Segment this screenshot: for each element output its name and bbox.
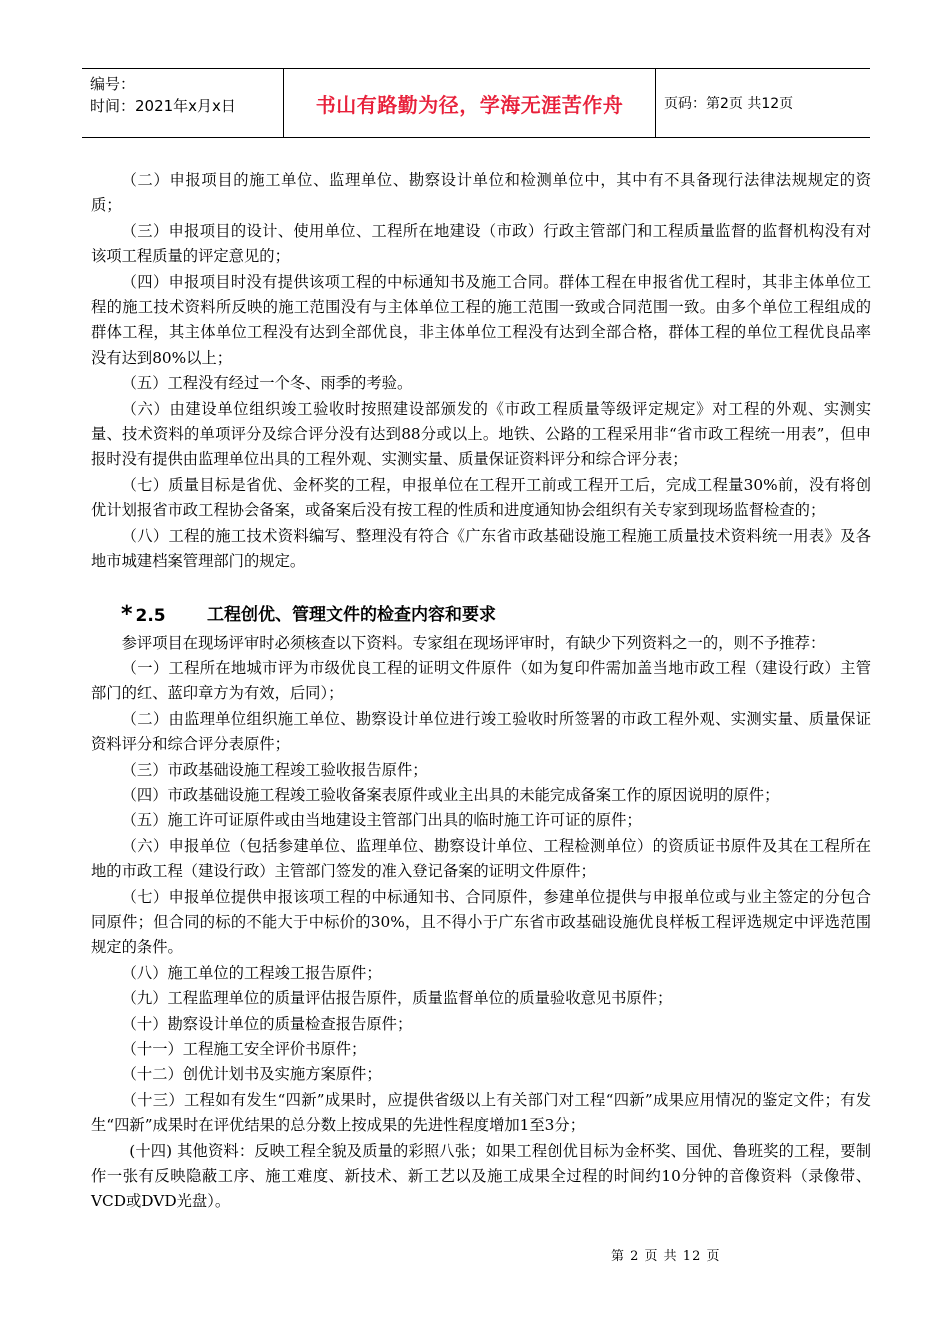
- header-motto: 书山有路勤为径，学海无涯苦作舟: [315, 92, 624, 117]
- list-item: （四）市政基础设施工程竣工验收备案表原件或业主出具的未能完成备案工作的原因说明的原件；: [121, 785, 780, 804]
- paragraph: （三）申报项目的设计、使用单位、工程所在地建设（市政）行政主管部门和工程质量监督的监督机构没有对该项工程质量的评定意见的；: [91, 221, 871, 266]
- paragraph: （七）质量目标是省优、金杯奖的工程，申报单位在工程开工前或工程开工后，完成工程量30%前，没有将创优计划报省市政工程协会备案，或备案后没有按工程的性质和进度通知协会组织有关专家到现场监督检查的；: [91, 475, 871, 520]
- document-time: 时间：2021年x月x日: [90, 97, 236, 115]
- header-meta: [82, 69, 284, 137]
- list-item: （五）施工许可证原件或由当地建设主管部门出具的临时施工许可证的原件；: [121, 811, 642, 830]
- list-item: （三）市政基础设施工程竣工验收报告原件；: [121, 760, 428, 779]
- list-item: （一）工程所在地城市评为市级优良工程的证明文件原件（如为复印件需加盖当地市政工程（建设行政）主管部门的红、蓝印章方为有效，后同）；: [91, 658, 871, 703]
- paragraph: （五）工程没有经过一个冬、雨季的考验。: [121, 374, 413, 393]
- paragraph: （四）申报项目时没有提供该项工程的中标通知书及施工合同。群体工程在申报省优工程时，其非主体单位工程的施工技术资料所反映的施工范围没有与主体单位工程的施工范围一致或合同范围一致。由多个单位工程组成的群体工程，其主体单位工程没有达到全部优良，非主体单位工程没有达到全部合格，群体工程的单位工程优良品率没有达到80%以上；: [91, 272, 871, 367]
- list-item: (十四) 其他资料：反映工程全貌及质量的彩照八张；如果工程创优目标为金杯奖、国优、鲁班奖的工程，要制作一张有反映隐蔽工序、施工难度、新技术、新工艺以及施工成果全过程的时间约10分钟的音像资料（录像带、VCD或DVD光盘）。: [91, 1141, 871, 1211]
- document-body: [91, 168, 871, 1215]
- document-number: 编号：: [90, 75, 136, 93]
- section-number-wrap: [121, 602, 207, 629]
- paragraph: （八）工程的施工技术资料编写、整理没有符合《广东省市政基础设施工程施工质量技术资料统一用表》及各地市城建档案管理部门的规定。: [91, 526, 871, 571]
- list-item: （七）申报单位提供申报该项工程的中标通知书、合同原件，参建单位提供与申报单位或与业主签定的分包合同原件；但合同的标的不能大于中标价的30%，且不得小于广东省市政基础设施优良样板工程评选规定中评选范围规定的条件。: [91, 887, 871, 957]
- list-item: （六）申报单位（包括参建单位、监理单位、勘察设计单位、工程检测单位）的资质证书原件及其在工程所在地的市政工程（建设行政）主管部门签发的准入登记备案的证明文件原件；: [91, 836, 871, 881]
- paragraph: （二）申报项目的施工单位、监理单位、勘察设计单位和检测单位中，其中有不具备现行法律法规规定的资质；: [91, 171, 871, 215]
- header-page-cell: [656, 69, 870, 137]
- section-heading: [91, 601, 871, 631]
- header-motto-cell: [284, 69, 656, 137]
- section-intro: 参评项目在现场评审时必须核查以下资料。专家组在现场评审时，有缺少下列资料之一的，则不予推荐：: [121, 633, 826, 652]
- list-item: （八）施工单位的工程竣工报告原件；: [121, 963, 382, 982]
- paragraph: （六）由建设单位组织竣工验收时按照建设部颁发的《市政工程质量等级评定规定》对工程的外观、实测实量、技术资料的单项评分及综合评分没有达到88分或以上。地铁、公路的工程采用非“省市政工程统一用表”，但申报时没有提供由监理单位出具的工程外观、实测实量、质量保证资料评分和综合评分表；: [91, 399, 871, 469]
- list-item: （十一）工程施工安全评价书原件；: [121, 1040, 367, 1058]
- page-header: [82, 68, 870, 138]
- list-item: （十三）工程如有发生“四新”成果时，应提供省级以上有关部门对工程“四新”成果应用情况的鉴定文件；有发生“四新”成果时在评优结果的总分数上按成果的先进性程度增加1至3分；: [91, 1090, 871, 1135]
- list-item: （二）由监理单位组织施工单位、勘察设计单位进行竣工验收时所签署的市政工程外观、实测实量、质量保证资料评分和综合评分表原件；: [91, 709, 871, 754]
- list-item: （十）勘察设计单位的质量检查报告原件；: [121, 1014, 413, 1033]
- section-number: 2.5: [135, 605, 166, 626]
- page-footer: 第 2 页 共 12 页: [611, 1249, 721, 1264]
- section-title: 工程创优、管理文件的检查内容和要求: [207, 604, 496, 625]
- star-marker: *: [121, 601, 133, 627]
- list-item: （九）工程监理单位的质量评估报告原件，质量监督单位的质量验收意见书原件；: [121, 989, 673, 1008]
- list-item: （十二）创优计划书及实施方案原件；: [121, 1065, 382, 1084]
- section-spacer: [91, 575, 871, 601]
- header-page-number: 页码：第2页 共12页: [664, 96, 794, 112]
